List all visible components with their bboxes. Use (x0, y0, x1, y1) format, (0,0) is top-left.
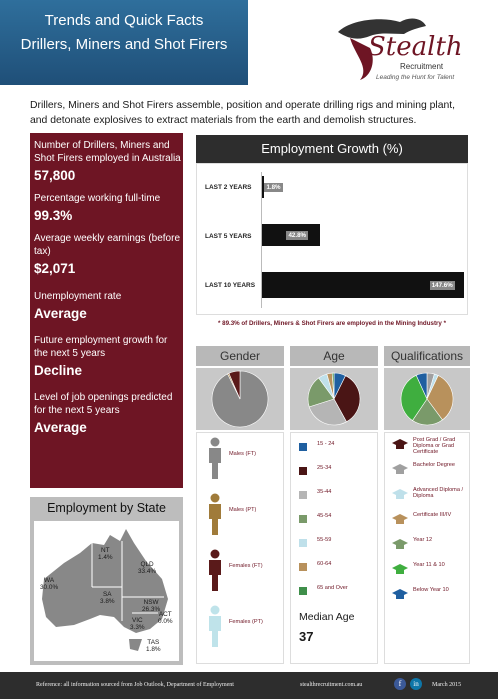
fact-label: Future employment growth for the next 5 years (34, 335, 168, 359)
page-title-line1: Trends and Quick Facts (44, 12, 204, 29)
age-header: Age (290, 346, 378, 366)
graduation-cap-icon (391, 512, 409, 530)
legend-label: Males (PT) (229, 507, 257, 513)
stealth-logo (330, 10, 480, 90)
state-label-wa: WA 30.0% (40, 577, 59, 591)
growth-note: * 89.3% of Drillers, Miners & Shot Firers are employed in the Mining Industry * (218, 320, 446, 327)
state-label-tas: TAS 1.8% (146, 639, 161, 653)
legend-label: Below Year 10 (413, 587, 449, 593)
state-panel (30, 497, 183, 665)
fact-value: Average (34, 306, 87, 321)
bar-label: LAST 10 YEARS (205, 282, 256, 289)
median-age-label: Median Age (299, 611, 355, 623)
age-pie (290, 368, 378, 430)
gender-legend (196, 432, 284, 664)
state-title: Employment by State (47, 501, 166, 515)
facebook-icon[interactable]: f (394, 678, 406, 690)
person-icon (207, 437, 223, 484)
legend-label: Advanced Diploma / Diploma (413, 487, 464, 500)
graduation-cap-icon (391, 487, 409, 505)
logo-sub: Recruitment (400, 62, 444, 71)
legend-label: Bachelor Degree (413, 462, 455, 468)
fact-label: Level of job openings predicted for the next 5 years (34, 392, 173, 416)
footer-date: March 2015 (432, 682, 462, 688)
graduation-cap-icon (391, 587, 409, 605)
state-label-vic: VIC 3.3% (130, 617, 145, 631)
person-icon (207, 549, 223, 596)
logo-name: Stealth (368, 32, 463, 62)
legend-label: 65 and Over (317, 585, 348, 591)
legend-label: 55-59 (317, 537, 332, 543)
legend-label: Males (FT) (229, 451, 257, 457)
footer-site[interactable]: stealthrecruitment.com.au (300, 682, 363, 688)
color-square-icon (299, 443, 307, 451)
person-icon (207, 605, 223, 652)
qual-pie (384, 368, 470, 430)
fact-value: $2,071 (34, 261, 76, 276)
bar-label: LAST 5 YEARS (205, 233, 252, 240)
graduation-cap-icon (391, 562, 409, 580)
color-square-icon (299, 563, 307, 571)
fact-value: 99.3% (34, 208, 73, 223)
fact-value: Average (34, 420, 87, 435)
legend-label: 25-34 (317, 465, 332, 471)
fact-value: 57,800 (34, 168, 76, 183)
fact-label: Unemployment rate (34, 291, 122, 302)
legend-label: Year 11 & 10 (413, 562, 445, 568)
qual-pie-box (384, 368, 470, 430)
age-pie-box (290, 368, 378, 430)
fact-label: Percentage working full-time (34, 193, 161, 204)
legend-label: Females (PT) (229, 619, 263, 625)
logo-tagline: Leading the Hunt for Talent (376, 74, 455, 81)
growth-title: Employment Growth (%) (196, 135, 468, 163)
fact-value: Decline (34, 363, 83, 378)
intro-text: Drillers, Miners and Shot Firers assemble, position and operate drilling rigs and mining plant, and detonate explosives to extract materials from the earth and demolish structures. (30, 100, 456, 126)
state-label-nt: NT 1.4% (98, 547, 113, 561)
gender-header: Gender (196, 346, 284, 366)
person-icon (207, 493, 223, 540)
graduation-cap-icon (391, 537, 409, 555)
gender-pie-box (196, 368, 284, 430)
legend-label: Year 12 (413, 537, 433, 543)
growth-chart (196, 163, 468, 315)
bar-value-label: 42.8% (288, 232, 307, 239)
legend-label: 45-54 (317, 513, 332, 519)
state-label-sa: SA 3.8% (100, 591, 115, 605)
bar-label: LAST 2 YEARS (205, 184, 252, 191)
page-title-line2: Drillers, Miners and Shot Firers (20, 36, 228, 53)
graduation-cap-icon (391, 462, 409, 480)
age-legend (290, 432, 378, 664)
color-square-icon (299, 587, 307, 595)
state-label-qld: QLD 33.4% (138, 561, 157, 575)
color-square-icon (299, 539, 307, 547)
footer (0, 672, 498, 699)
legend-label: 60-64 (317, 561, 332, 567)
facts-panel (30, 133, 183, 488)
legend-label: 35-44 (317, 489, 332, 495)
color-square-icon (299, 467, 307, 475)
page-header (0, 0, 248, 85)
legend-label: Certificate III/IV (413, 512, 452, 518)
legend-label: Post Grad / Grad Diploma or Grad Certificate (413, 437, 456, 456)
graduation-cap-icon (391, 437, 409, 455)
footer-source: Reference: all information sourced from Job Outlook, Department of Employment (36, 682, 234, 688)
fact-label: Number of Drillers, Miners and Shot Firers employed in Australia (34, 140, 181, 164)
legend-label: Females (FT) (229, 563, 263, 569)
australia-map (34, 521, 179, 661)
state-label-nsw: NSW 26.3% (142, 599, 161, 613)
color-square-icon (299, 491, 307, 499)
median-age-value: 37 (299, 629, 314, 644)
state-label-act: ACT 0.0% (158, 611, 173, 625)
color-square-icon (299, 515, 307, 523)
legend-label: 15 - 24 (317, 441, 335, 447)
qual-legend (384, 432, 470, 664)
qual-header: Qualifications (384, 346, 470, 366)
fact-label: Average weekly earnings (before tax) (34, 233, 181, 257)
linkedin-icon[interactable]: in (410, 678, 422, 690)
bar-value-label: 147.6% (431, 282, 453, 289)
gender-pie (196, 368, 284, 430)
bar-value-label: 1.8% (266, 184, 281, 191)
